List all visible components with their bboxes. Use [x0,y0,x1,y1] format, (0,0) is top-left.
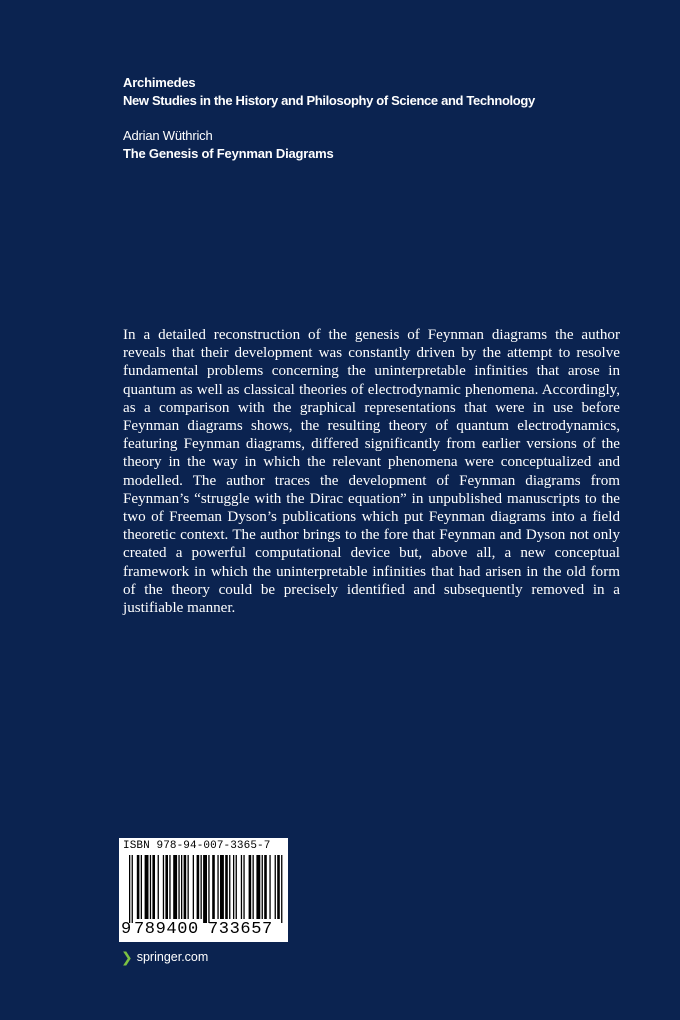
ean-left-digits: 789400 [134,920,199,939]
ean-digits [121,920,287,940]
series-subtitle: New Studies in the History and Philosophy of Science and Technology [123,93,535,108]
chevron-right-icon: ❯ [121,949,133,965]
isbn-label: ISBN 978-94-007-3365-7 [123,840,271,852]
ean-first-digit: 9 [121,920,132,939]
ean-right-digits: 733657 [208,920,273,939]
isbn-barcode [119,838,288,942]
publisher-link[interactable] [121,948,208,966]
blurb-text: In a detailed reconstruction of the genesis of Feynman diagrams the author reveals that their development was constantly driven by the attempt to resolve fundamental problems concerning the uninterpretable infinities that arose in quantum as well as classical theories of electrodynamic phenomena. Accordingly, as a comparison with the graphical representations that were in use before Feynman diagrams shows, the resulting theory of quantum electrodynamics, featuring Feynman diagrams, differed significantly from earlier versions of the theory in the way in which the relevant phenomena were conceptualized and modelled. The author traces the development of Feynman diagrams from Feynman’s “struggle with the Dirac equation” in unpublished manuscripts to the two of Freeman Dyson’s publications which put Feynman diagrams into a field theoretic context. The author brings to the fore that Feynman and Dyson not only created a powerful computational device but, above all, a new conceptual framework in which the uninterpretable infinities that had arisen in the old form of the theory could be precisely identified and subsequently removed in a justifiable manner. [123,327,620,617]
author-name: Adrian Wüthrich [123,128,213,143]
book-title: The Genesis of Feynman Diagrams [123,146,334,161]
publisher-url[interactable]: springer.com [136,950,209,964]
series-block [123,74,583,110]
barcode-bars [129,855,283,923]
book-block [123,127,583,163]
series-title: Archimedes [123,75,196,90]
